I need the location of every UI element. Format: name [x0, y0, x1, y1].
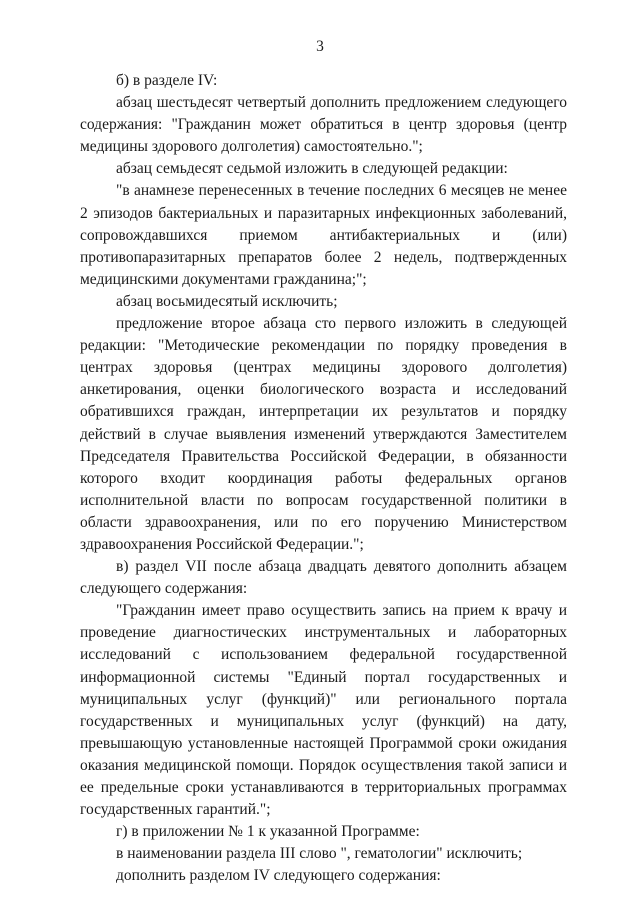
paragraph-77-text: "в анамнезе перенесенных в течение последних 6 месяцев не менее 2 эпизодов бактериальных и паразитарных инфекционных заболеваний, сопровождавшихся приемом антибактериальных и (или) противопаразитарных препаратов более 2 недель, подтвержденных медицинскими документами гражданина;"; — [80, 182, 567, 288]
paragraph-80-delete: абзац восьмидесятый исключить; — [116, 292, 338, 310]
document-body — [80, 70, 567, 887]
paragraph-appointment-text: "Гражданин имеет право осуществить запись на прием к врачу и проведение диагностических инструментальных и лабораторных исследований с использованием федеральной государственной информационной системы "Единый портал государственных и муниципальных услуг (функций)" или регионального портала государственных и муниципальных услуг (функций) на дату, превышающую установленные настоящей Программой сроки ожидания оказания медицинской помощи. Порядок осуществления такой записи и ее предельные сроки устанавливаются в территориальных программах государственных гарантий."; — [80, 602, 567, 819]
paragraph-64-amendment: абзац шестьдесят четвертый дополнить предложением следующего содержания: "Гражданин может обратиться в центр здоровья (центр медицины здорового долголетия) самостоятельно."; — [80, 94, 567, 156]
paragraph-section-iii-title: в наименовании раздела III слово ", гематологии" исключить; — [116, 845, 523, 863]
page-number: 3 — [316, 38, 324, 55]
paragraph-add-section-iv: дополнить разделом IV следующего содержания: — [116, 867, 441, 885]
paragraph-77-intro: абзац семьдесят седьмой изложить в следующей редакции: — [116, 160, 508, 178]
paragraph-section-v: в) раздел VII после абзаца двадцать девятого дополнить абзацем следующего содержания: — [80, 558, 567, 598]
paragraph-section-g: г) в приложении № 1 к указанной Программе: — [116, 823, 420, 841]
paragraph-section-b: б) в разделе IV: — [116, 72, 218, 89]
paragraph-101-amendment: предложение второе абзаца сто первого изложить в следующей редакции: "Методические рекомендации по порядку проведения в центрах здоровья (центрах медицины здорового долголетия) анкетирования, оценки биологического возраста и исследований обратившихся граждан, интерпретации их результатов и порядку действий в случае выявления изменений утверждаются Заместителем Председателя Правительства Российской Федерации, в обязанности которого входит координация работы федеральных органов исполнительной власти по вопросам государственной политики в области здравоохранения, или по его поручению Министерством здравоохранения Российской Федерации."; — [80, 315, 567, 553]
